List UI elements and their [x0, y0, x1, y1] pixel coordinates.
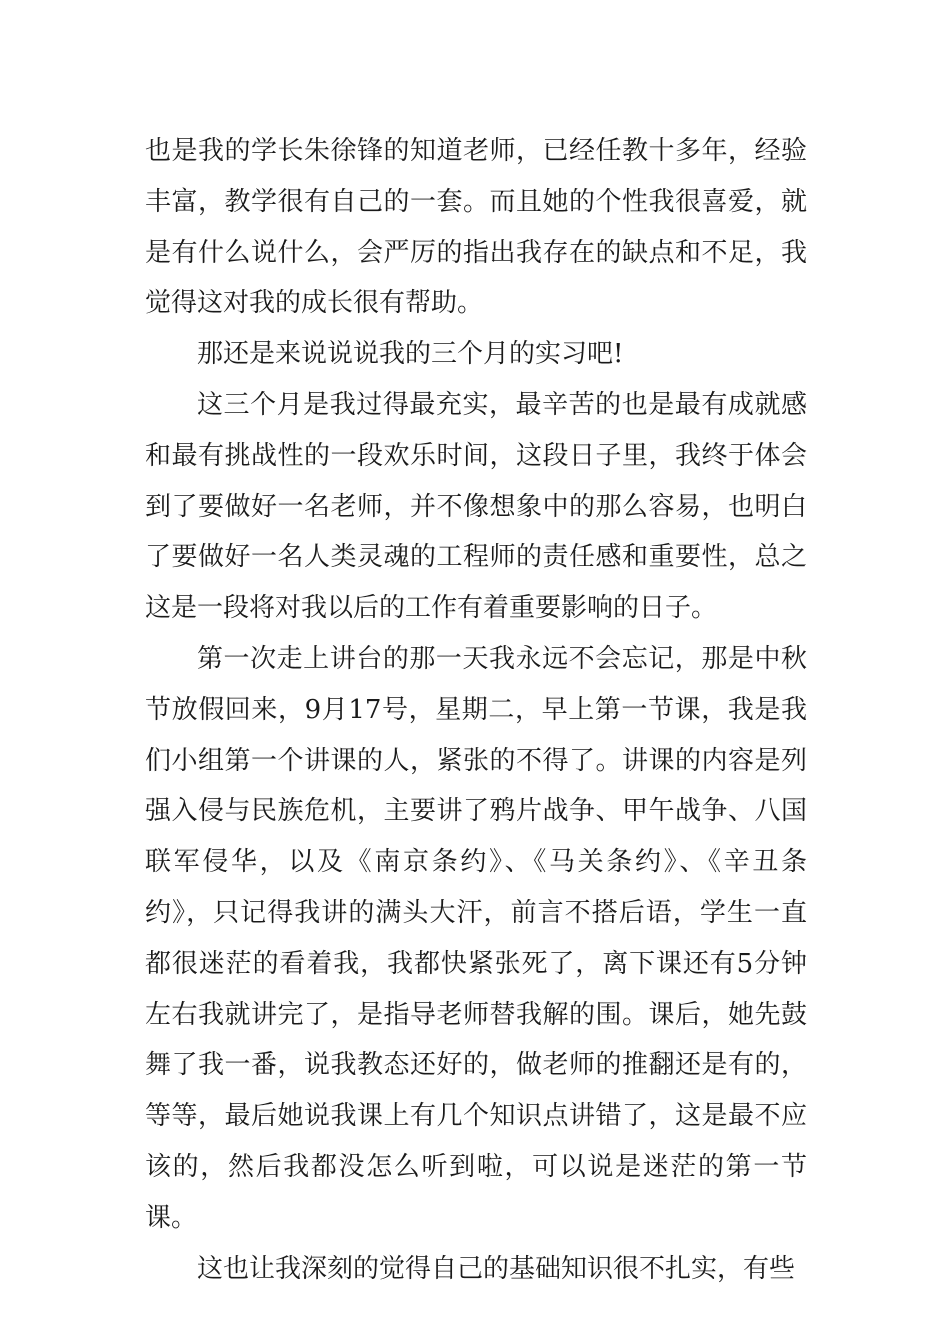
- paragraph: 这也让我深刻的觉得自己的基础知识很不扎实，有些: [197, 1253, 796, 1284]
- paragraph: 这三个月是我过得最充实，最辛苦的也是最有成就感和最有挑战性的一段欢乐时间，这段日子里，我终于体会到了要做好一名老师，并不像想象中的那么容易，也明白了要做好一名人类灵魂的工程师的责任感和重要性，总之这是一段将对我以后的工作有着重要影响的日子。: [145, 389, 807, 624]
- paragraph: 第一次走上讲台的那一天我永远不会忘记，那是中秋节放假回来，9月17号，星期二，早上第一节课，我是我们小组第一个讲课的人，紧张的不得了。讲课的内容是列强入侵与民族危机，主要讲了鸦片战争、甲午战争、八国联军侵华，以及《南京条约》、《马关条约》、《辛丑条约》，只记得我讲的满头大汗，前言不搭后语，学生一直都很迷茫的看着我，我都快紧张死了，离下课还有5分钟左右我就讲完了，是指导老师替我解的围。课后，她先鼓舞了我一番，说我教态还好的，做老师的推翻还是有的，等等，最后她说我课上有几个知识点讲错了，这是最不应该的，然后我都没怎么听到啦，可以说是迷茫的第一节课。: [145, 643, 807, 1233]
- paragraph: 那还是来说说说我的三个月的实习吧!: [197, 339, 624, 370]
- paragraph: 也是我的学长朱徐锋的知道老师，已经任教十多年，经验丰富，教学很有自己的一套。而且她的个性我很喜爱，就是有什么说什么，会严厉的指出我存在的缺点和不足，我觉得这对我的成长很有帮助。: [145, 136, 807, 319]
- body-text: [145, 126, 807, 1294]
